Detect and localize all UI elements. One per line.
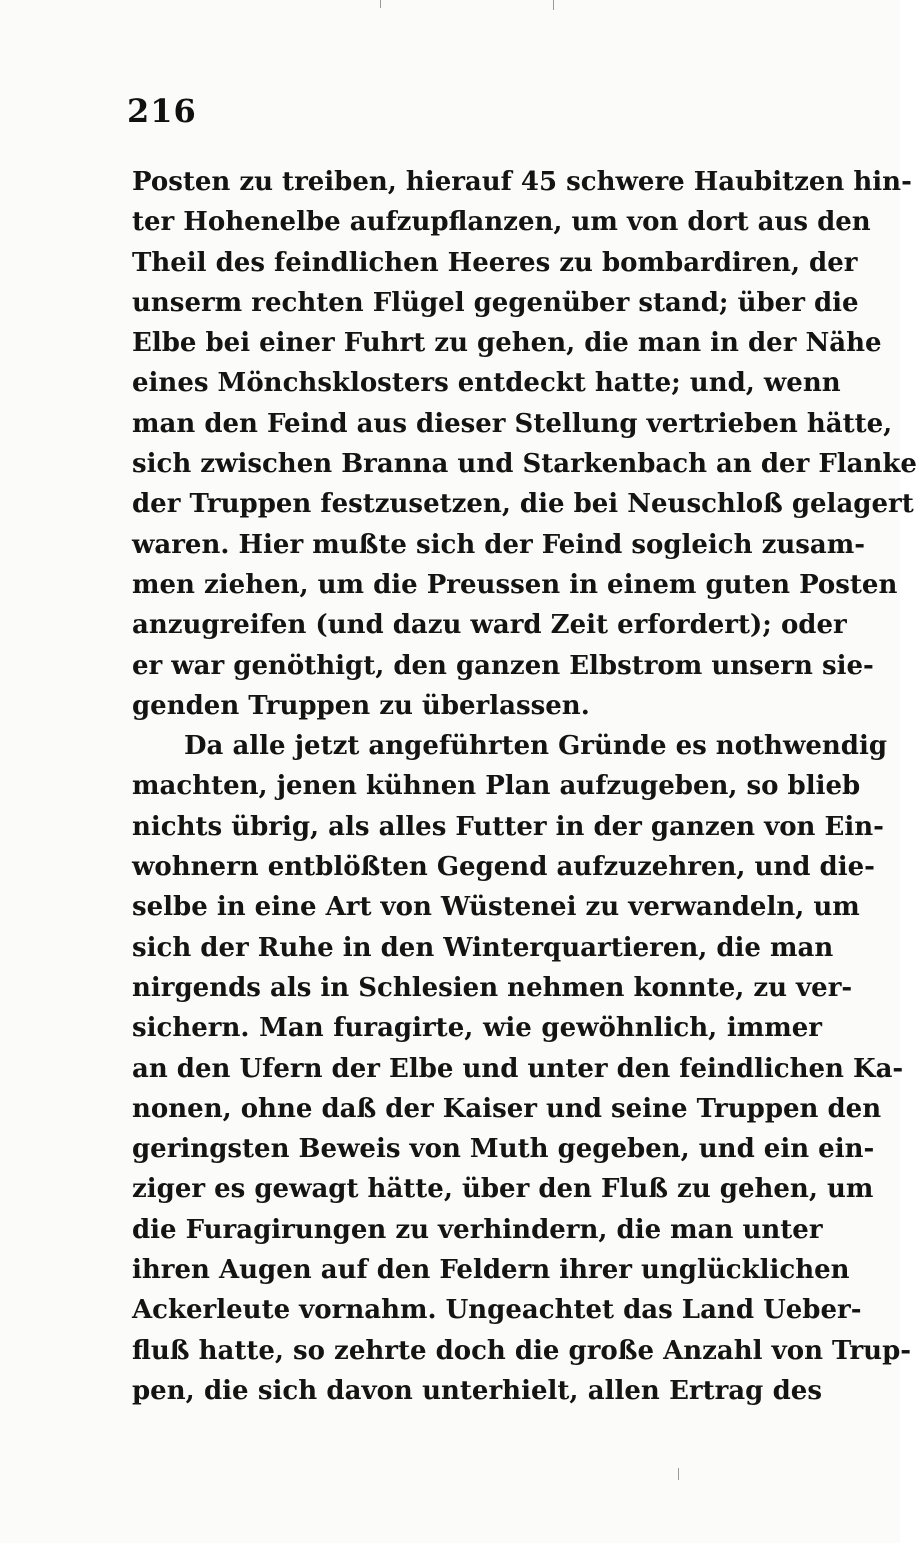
text-line: nonen, ohne daß der Kaiser und seine Truppen den bbox=[132, 1093, 882, 1124]
text-line: Theil des feindlichen Heeres zu bombardiren, der bbox=[132, 247, 858, 278]
text-line: machten, jenen kühnen Plan aufzugeben, so blieb bbox=[132, 771, 861, 802]
paragraph-1 bbox=[132, 162, 917, 726]
text-line: die Furagirungen zu verhindern, die man unter bbox=[132, 1214, 823, 1245]
text-line: sich der Ruhe in den Winterquartieren, die man bbox=[132, 932, 834, 963]
text-line: man den Feind aus dieser Stellung vertrieben hätte, bbox=[132, 408, 893, 439]
text-line: ziger es gewagt hätte, über den Fluß zu gehen, um bbox=[132, 1174, 874, 1205]
text-line: nichts übrig, als alles Futter in der ganzen von Ein- bbox=[132, 811, 884, 842]
text-line: waren. Hier mußte sich der Feind sogleich zusam- bbox=[132, 529, 866, 560]
text-line: wohnern entblößten Gegend aufzuzehren, und die- bbox=[132, 852, 875, 883]
text-line: ter Hohenelbe aufzupflanzen, um von dort aus den bbox=[132, 207, 871, 238]
text-line: genden Truppen zu überlassen. bbox=[132, 690, 590, 721]
text-line: der Truppen festzusetzen, die bei Neuschloß gelagert bbox=[132, 489, 914, 520]
text-line: Da alle jetzt angeführten Gründe es nothwendig bbox=[184, 731, 888, 762]
text-line: fluß hatte, so zehrte doch die große Anzahl von Trup- bbox=[132, 1335, 912, 1366]
text-line: eines Mönchsklosters entdeckt hatte; und, wenn bbox=[132, 368, 841, 399]
paper-speck bbox=[380, 0, 381, 8]
paper-speck bbox=[678, 1468, 679, 1480]
text-line: nirgends als in Schlesien nehmen konnte, zu ver- bbox=[132, 972, 853, 1003]
text-line: Ackerleute vornahm. Ungeachtet das Land Ueber- bbox=[132, 1295, 862, 1326]
paper-speck bbox=[553, 0, 554, 10]
text-line: ihren Augen auf den Feldern ihrer unglücklichen bbox=[132, 1255, 850, 1286]
text-line: Elbe bei einer Fuhrt zu gehen, die man in der Nähe bbox=[132, 328, 882, 359]
text-line: Posten zu treiben, hierauf 45 schwere Haubitzen hin- bbox=[132, 167, 912, 197]
paragraph-2 bbox=[132, 726, 912, 1411]
text-line: anzugreifen (und dazu ward Zeit erfordert); oder bbox=[132, 610, 847, 641]
text-line: selbe in eine Art von Wüstenei zu verwandeln, um bbox=[132, 892, 860, 923]
text-line: an den Ufern der Elbe und unter den feindlichen Ka- bbox=[132, 1053, 904, 1084]
text-line: unserm rechten Flügel gegenüber stand; über die bbox=[132, 287, 859, 318]
text-line: er war genöthigt, den ganzen Elbstrom unsern sie- bbox=[132, 650, 874, 681]
text-line: geringsten Beweis von Muth gegeben, und ein ein- bbox=[132, 1134, 875, 1165]
text-line: sich zwischen Branna und Starkenbach an der Flanke bbox=[132, 449, 917, 480]
text-line: sichern. Man furagirte, wie gewöhnlich, immer bbox=[132, 1013, 822, 1044]
body-text bbox=[132, 162, 917, 1411]
text-line: men ziehen, um die Preussen in einem guten Posten bbox=[132, 569, 898, 600]
page-number: 216 bbox=[127, 92, 197, 130]
text-line: pen, die sich davon unterhielt, allen Ertrag des bbox=[132, 1375, 822, 1406]
